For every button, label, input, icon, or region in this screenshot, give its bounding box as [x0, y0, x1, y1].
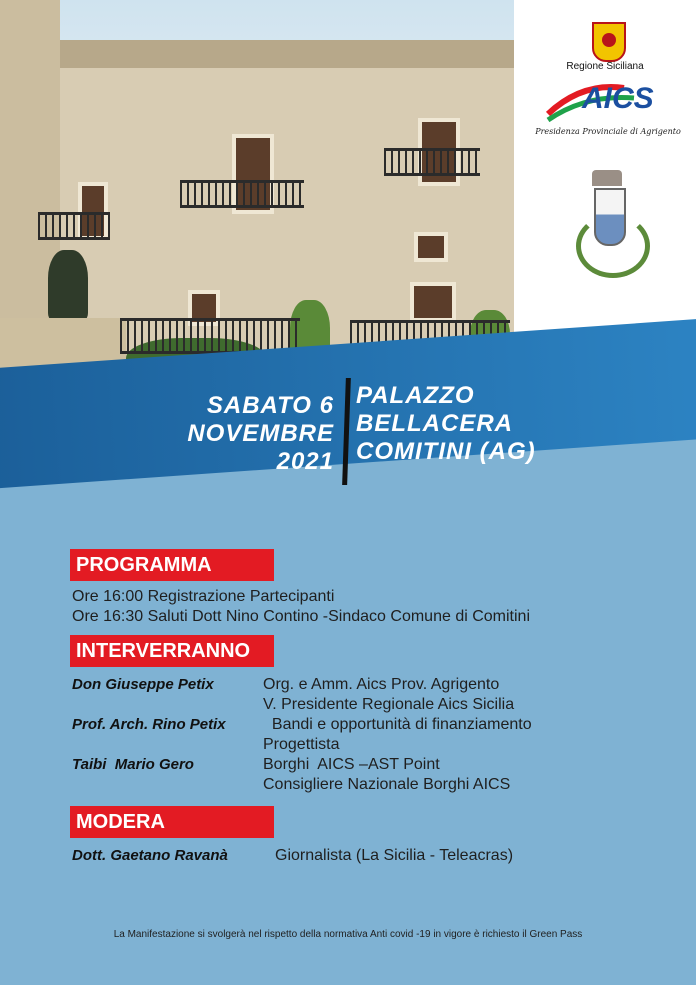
- speaker-role: Org. e Amm. Aics Prov. Agrigento: [263, 676, 500, 693]
- sicily-emblem-icon: [592, 22, 626, 62]
- region-label: Regione Siciliana: [566, 61, 644, 72]
- event-place: [356, 382, 536, 466]
- date-line: SABATO 6: [206, 392, 334, 419]
- crown-icon: [592, 170, 622, 186]
- speaker-role: V. Presidente Regionale Aics Sicilia: [263, 696, 515, 713]
- date-line: NOVEMBRE: [187, 420, 334, 447]
- balcony-railing: [384, 148, 480, 176]
- speaker-name: Prof. Arch. Rino Petix: [72, 716, 226, 733]
- modera-heading: MODERA: [70, 806, 274, 838]
- logos-panel: [514, 0, 696, 370]
- speaker-role: Borghi AICS –AST Point: [263, 756, 440, 773]
- program-item: Ore 16:00 Registrazione Partecipanti: [72, 588, 335, 605]
- statue: [48, 250, 88, 320]
- event-date: [187, 392, 334, 476]
- speaker-role: Bandi e opportunità di finanziamento: [263, 716, 532, 733]
- moderator-role: Giornalista (La Sicilia - Teleacras): [275, 847, 514, 864]
- covid-notice: La Manifestazione si svolgerà nel rispetto della normativa Anti covid -19 in vigore è richiesto il Green Pass: [113, 929, 583, 940]
- place-line: COMITINI (AG): [356, 438, 536, 465]
- aics-logo-text: AICS: [582, 82, 654, 115]
- speaker-name: Taibi Mario Gero: [72, 756, 194, 773]
- interverranno-heading: INTERVERRANNO: [70, 635, 274, 667]
- comune-coat-of-arms-icon: [594, 188, 626, 246]
- window: [414, 232, 448, 262]
- programma-heading: PROGRAMMA: [70, 549, 274, 581]
- program-item: Ore 16:30 Saluti Dott Nino Contino -Sindaco Comune di Comitini: [72, 608, 531, 625]
- speaker-role: Consigliere Nazionale Borghi AICS: [263, 776, 511, 793]
- moderator-name: Dott. Gaetano Ravanà: [72, 847, 228, 864]
- speaker-name: Don Giuseppe Petix: [72, 676, 214, 693]
- balcony-railing: [38, 212, 110, 240]
- window: [410, 282, 456, 322]
- building-cornice: [20, 40, 514, 68]
- place-line: PALAZZO: [356, 382, 475, 409]
- aics-subtitle: Presidenza Provinciale di Agrigento: [535, 127, 681, 136]
- aics-logo-icon: [542, 74, 670, 124]
- balcony-railing: [180, 180, 304, 208]
- date-line: 2021: [276, 448, 334, 475]
- place-line: BELLACERA: [356, 410, 513, 437]
- speaker-role: Progettista: [263, 736, 340, 753]
